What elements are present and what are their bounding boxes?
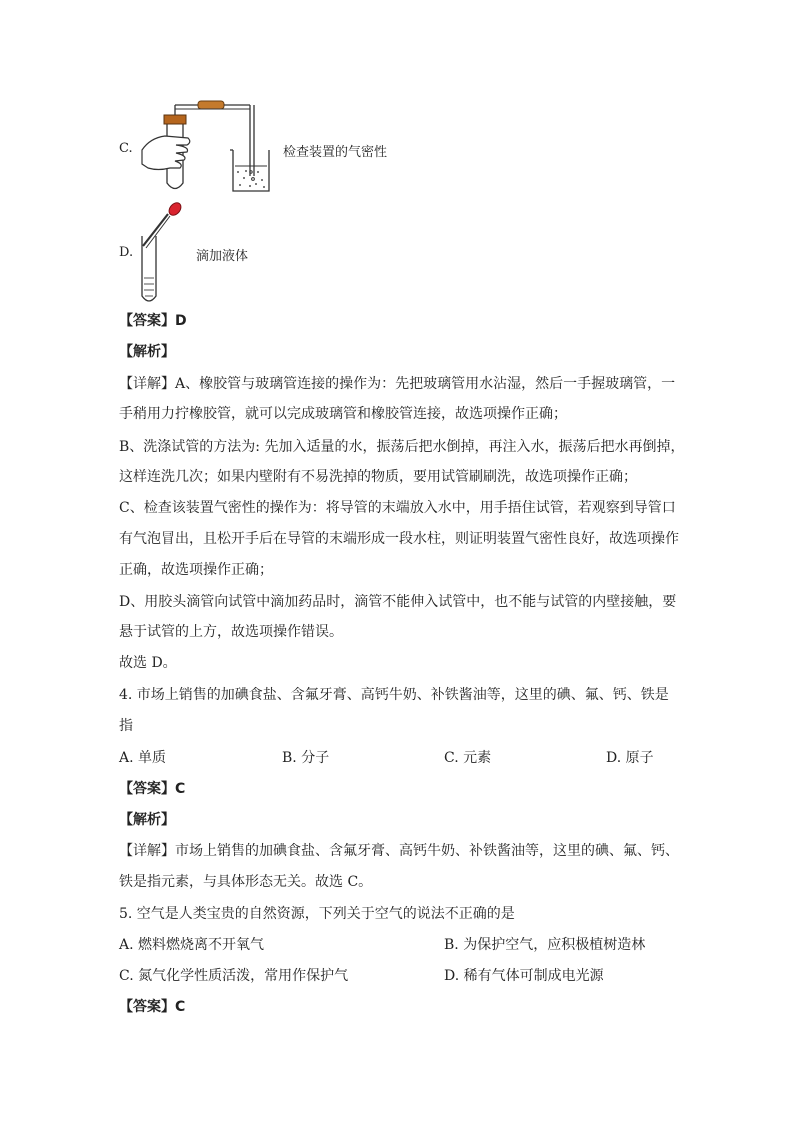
q3-detail-line: 这样连洗几次；如果内壁附有不易洗掉的物质，要用试管刷刷洗，故选项操作正确； [119, 469, 637, 485]
q3-detail-line: 正确，故选项操作正确； [119, 562, 273, 578]
q4-answer: 【答案】C [119, 781, 186, 797]
figure-d-label: D. [119, 245, 134, 260]
q4-option-c: C. 元素 [444, 750, 492, 766]
q3-detail-line: 有气泡冒出，且松开手后在导管的末端形成一段水柱，则证明装置气密性良好，故选项操作 [119, 531, 679, 547]
q4-option-d: D. 原子 [606, 750, 654, 766]
q3-analysis-heading: 【解析】 [119, 344, 175, 360]
q3-conclusion: 故选 D。 [119, 655, 177, 671]
q5-option-a: A. 燃料燃烧离不开氧气 [119, 937, 265, 953]
airtightness-apparatus-figure [140, 98, 280, 196]
q4-detail-line: 【详解】市场上销售的加碘食盐、含氟牙膏、高钙牛奶、补铁酱油等，这里的碘、氟、钙、 [119, 843, 679, 859]
q5-option-c: C. 氮气化学性质活泼，常用作保护气 [119, 968, 349, 984]
dropper-test-tube-figure [138, 200, 188, 306]
q3-detail-line: 悬于试管的上方，故选项操作错误。 [119, 624, 343, 640]
q3-detail-line: 【详解】A、橡胶管与玻璃管连接的操作为：先把玻璃管用水沾湿，然后一手握玻璃管，一 [119, 376, 676, 392]
q4-detail-line: 铁是指元素，与具体形态无关。故选 C。 [119, 874, 373, 890]
q3-detail-line: C、检查该装置气密性的操作为：将导管的末端放入水中，用手捂住试管，若观察到导管口 [119, 500, 676, 516]
q4-option-b: B. 分子 [282, 750, 330, 766]
q3-detail-line: 手稍用力拧橡胶管，就可以完成玻璃管和橡胶管连接，故选项操作正确； [119, 406, 567, 422]
q3-detail-line: B、洗涤试管的方法为: 先加入适量的水，振荡后把水倒掉，再注入水，振荡后把水再倒掉， [119, 439, 685, 455]
q3-answer: 【答案】D [119, 313, 187, 329]
q4-stem: 指 [119, 718, 133, 734]
q4-analysis-heading: 【解析】 [119, 812, 175, 828]
q3-detail-line: D、用胶头滴管向试管中滴加药品时，滴管不能伸入试管中，也不能与试管的内壁接触，要 [119, 594, 677, 610]
q4-stem: 4. 市场上销售的加碘食盐、含氟牙膏、高钙牛奶、补铁酱油等，这里的碘、氟、钙、铁是 [119, 687, 669, 703]
q5-option-b: B. 为保护空气，应积极植树造林 [444, 937, 646, 953]
figure-c-caption: 检查装置的气密性 [283, 145, 388, 160]
q4-option-a: A. 单质 [119, 750, 167, 766]
figure-c-label: C. [119, 141, 133, 156]
q5-option-d: D. 稀有气体可制成电光源 [444, 968, 604, 984]
q5-stem: 5. 空气是人类宝贵的自然资源，下列关于空气的说法不正确的是 [119, 906, 515, 922]
q5-answer: 【答案】C [119, 999, 186, 1015]
figure-d-caption: 滴加液体 [196, 249, 249, 264]
